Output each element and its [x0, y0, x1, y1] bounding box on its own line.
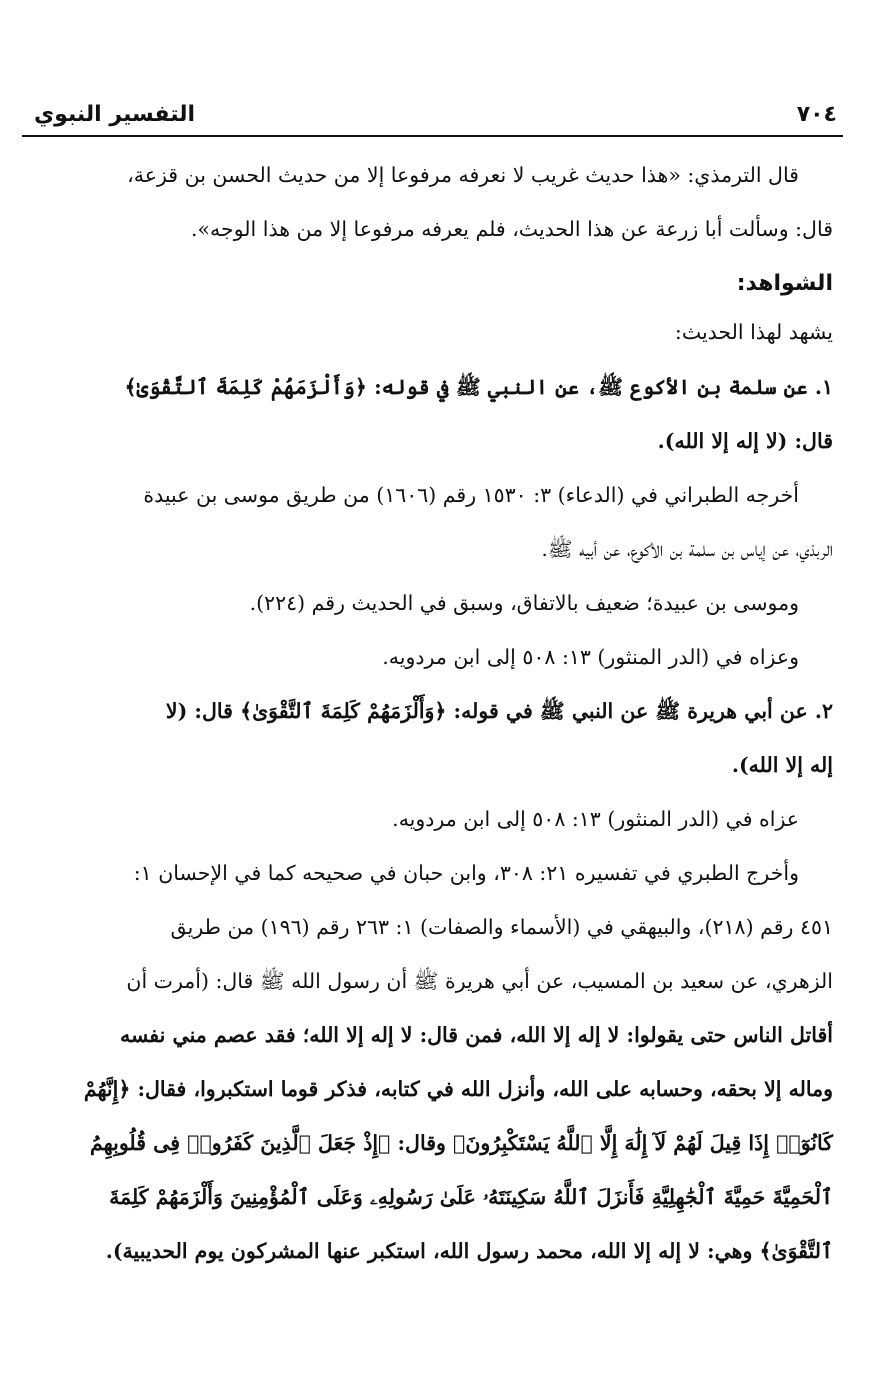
- item2-line-2: إله إلا الله).: [731, 753, 833, 777]
- item2-line-1: ٢. عن أبي هريرة ﷺ عن النبي ﷺ في قوله: ﴿وَأَلْزَمَهُمْ كَلِمَةَ ٱلتَّقْوَىٰ﴾ قال: (لا: [165, 699, 833, 723]
- page-body: [32, 148, 833, 1278]
- tabari-line-1: وأخرج الطبري في تفسيره ٢١: ٣٠٨، وابن حبان في صحيحه كما في الإحسان ١:: [133, 861, 799, 885]
- tabari-line-7: ٱلْحَمِيَّةَ حَمِيَّةَ ٱلْجَٰهِلِيَّةِ فَأَنزَلَ ٱللَّهُ سَكِينَتَهُۥ عَلَىٰ رَسُولِهِۦ وَعَلَى ٱلْمُؤْمِنِينَ وَأَلْزَمَهُمْ كَلِمَةَ: [109, 1185, 833, 1209]
- item1-attribution: وعزاه في (الدر المنثور) ١٣: ٥٠٨ إلى ابن مردويه.: [382, 645, 799, 669]
- page-number: ٧٠٤: [796, 102, 837, 127]
- tirmidhi-line-2: قال: وسألت أبا زرعة عن هذا الحديث، فلم يعرفه مرفوعا إلا من هذا الوجه».: [191, 217, 833, 241]
- tabari-line-5: وماله إلا بحقه، وحسابه على الله، وأنزل الله في كتابه، فذكر قوما استكبروا، فقال: ﴿إِنَّهُمْ: [83, 1077, 833, 1101]
- item1-line-1: ١. عن سلمة بن الأكوع ﷺ، عن النبي ﷺ في قوله: ﴿وَأَلْزَمَهُمْ كَلِمَةَ ٱلتَّقْوَىٰ﴾: [124, 375, 833, 399]
- header-rule: [22, 135, 843, 137]
- item1-note: وموسى بن عبيدة؛ ضعيف بالاتفاق، وسبق في الحديث رقم (٢٢٤).: [249, 591, 799, 615]
- tabari-line-3: الزهري، عن سعيد بن المسيب، عن أبي هريرة ﷺ أن رسول الله ﷺ قال: (أمرت أن: [126, 969, 833, 993]
- tabari-line-8: ٱلتَّقْوَىٰ﴾ وهي: لا إله إلا الله، محمد رسول الله، استكبر عنها المشركون يوم الحديبية).: [105, 1239, 833, 1263]
- running-title: التفسير النبوي: [34, 102, 196, 127]
- tabari-line-6: كَانُوٓا۟ إِذَا قِيلَ لَهُمْ لَآ إِلَٰهَ إِلَّا ٱللَّهُ يَسْتَكْبِرُونَ﴾ وقال: ﴿إِذْ جَعَلَ ٱلَّذِينَ كَفَرُوا۟ فِى قُلُوبِهِمُ: [90, 1131, 833, 1155]
- item1-source-line-1: أخرجه الطبراني في (الدعاء) ٣: ١٥٣٠ رقم (١٦٠٦) من طريق موسى بن عبيدة: [143, 483, 799, 507]
- item1-source-line-2: الربذي، عن إياس بن سلمة بن الأكوع، عن أبيه ﷺ.: [541, 537, 833, 561]
- tabari-line-4: أقاتل الناس حتى يقولوا: لا إله إلا الله، فمن قال: لا إله إلا الله؛ فقد عصم مني نفسه: [120, 1023, 833, 1047]
- item2-attribution: عزاه في (الدر المنثور) ١٣: ٥٠٨ إلى ابن مردويه.: [392, 807, 799, 831]
- item1-line-2: قال: (لا إله إلا الله).: [657, 429, 833, 453]
- shawahid-intro: يشهد لهذا الحديث:: [674, 320, 833, 344]
- shawahid-heading: الشواهد:: [736, 271, 833, 296]
- tirmidhi-line-1: قال الترمذي: «هذا حديث غريب لا نعرفه مرفوعا إلا من حديث الحسن بن قزعة،: [127, 163, 799, 187]
- tabari-line-2: ٤٥١ رقم (٢١٨)، والبيهقي في (الأسماء والصفات) ١: ٢٦٣ رقم (١٩٦) من طريق: [170, 915, 833, 939]
- page-header: [22, 98, 843, 132]
